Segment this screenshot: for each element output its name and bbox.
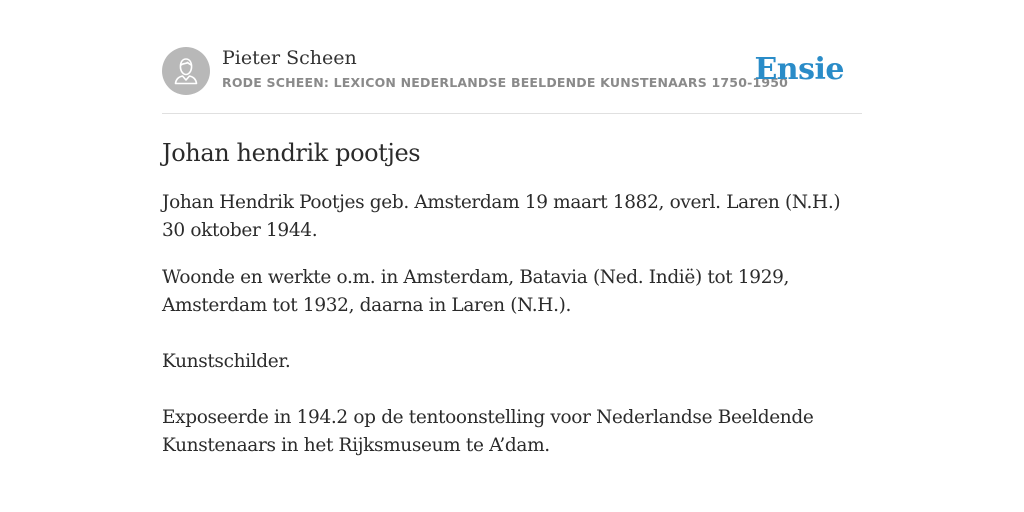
article-title: Johan hendrik pootjes: [162, 139, 421, 167]
article-paragraph: Johan Hendrik Pootjes geb. Amsterdam 19 maart 1882, overl. Laren (N.H.) 30 oktober 1944.: [162, 192, 841, 241]
person-avatar-icon: [162, 47, 210, 95]
article-paragraph: Exposeerde in 194.2 op de tentoonstelling voor Nederlandse Beeldende Kunstenaars in het Rijksmuseum te A’dam.: [162, 407, 814, 456]
source-title[interactable]: RODE SCHEEN: LEXICON NEDERLANDSE BEELDENDE KUNSTENAARS 1750-1950: [222, 75, 789, 90]
article-paragraph: Kunstschilder.: [162, 351, 291, 372]
article-body: [162, 136, 862, 460]
article-header: [162, 46, 862, 114]
article-paragraph: Woonde en werkte o.m. in Amsterdam, Batavia (Ned. Indië) tot 1929, Amsterdam tot 1932, daarna in Laren (N.H.).: [162, 267, 790, 316]
ensie-logo[interactable]: Ensie: [754, 52, 844, 87]
author-name[interactable]: Pieter Scheen: [222, 47, 357, 69]
author-avatar[interactable]: [162, 47, 210, 95]
